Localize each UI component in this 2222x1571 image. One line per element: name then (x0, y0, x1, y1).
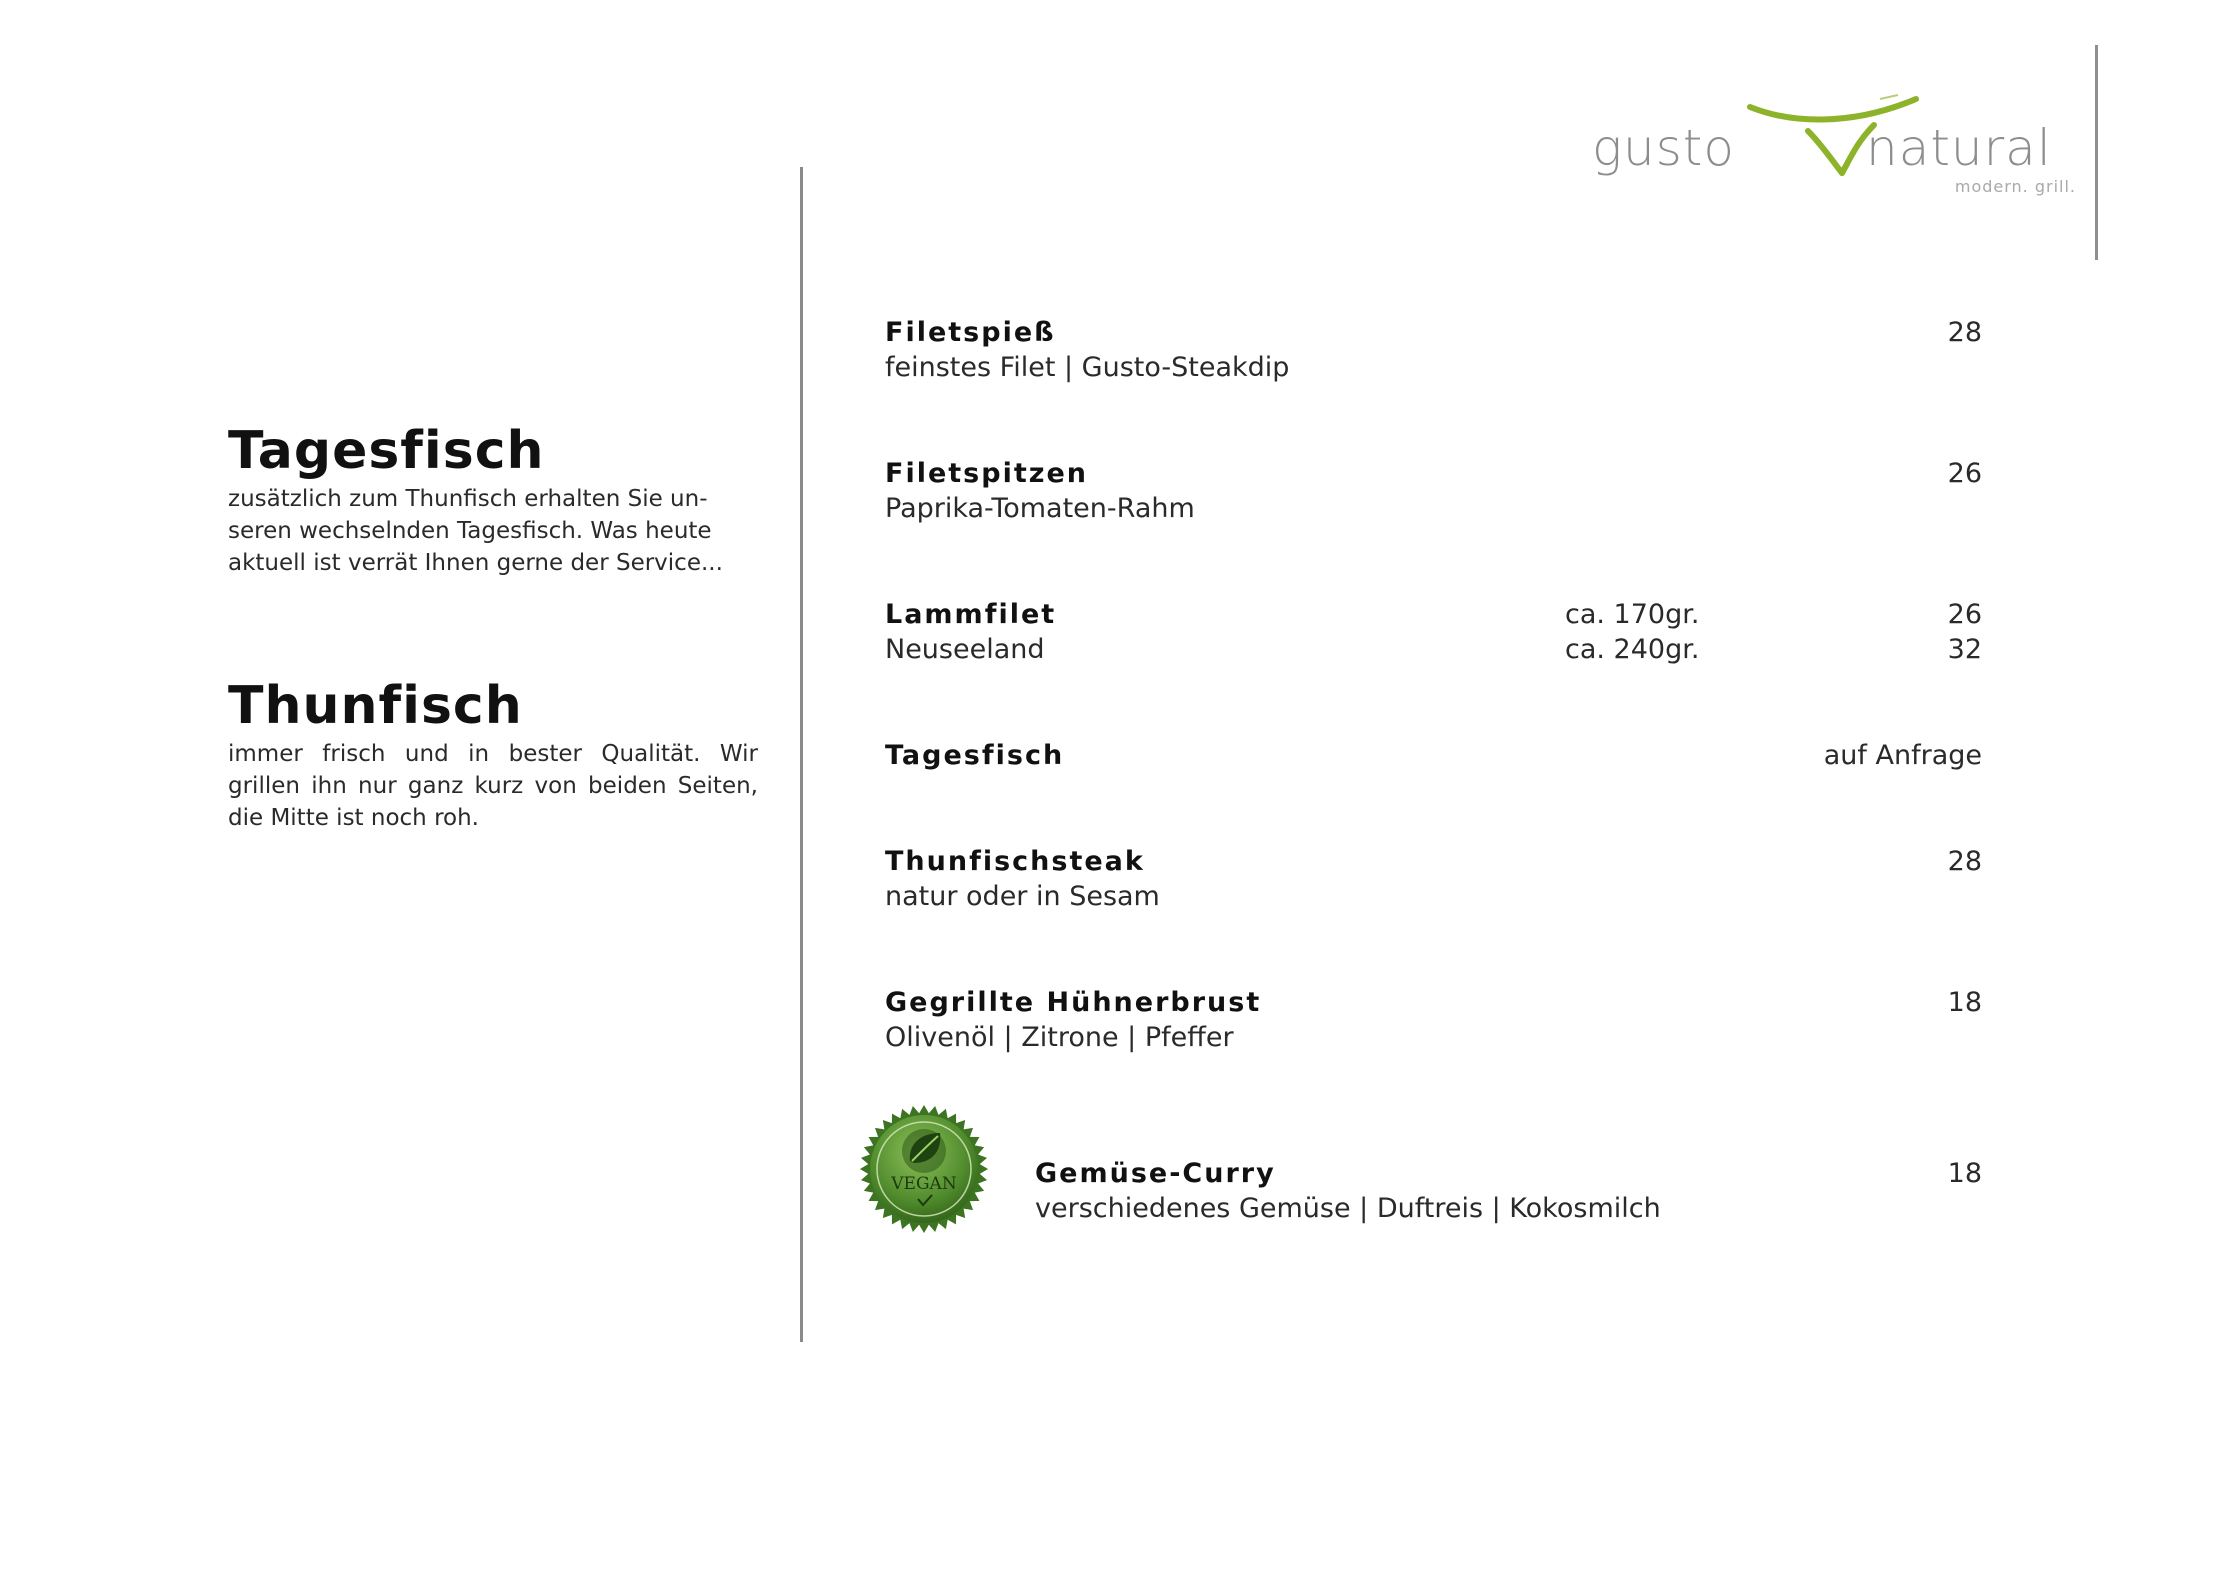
item-name: Gemüse-Curry (1035, 1158, 1276, 1189)
column-divider (800, 167, 803, 1342)
item-price-large: 32 (1947, 634, 1982, 665)
item-name: Gegrillte Hühnerbrust (885, 987, 1262, 1018)
item-price: 26 (1947, 458, 1982, 489)
logo-word-natural: natural (1866, 119, 2052, 177)
item-price: 18 (1947, 987, 1982, 1018)
vegan-badge-label: VEGAN (891, 1174, 957, 1194)
item-price: auf Anfrage (1823, 740, 1982, 771)
item-price: 18 (1947, 1158, 1982, 1189)
vegan-badge-icon (858, 1103, 990, 1235)
item-weight-small: ca. 170gr. (1565, 599, 1700, 630)
side-section-tagesfisch (228, 421, 758, 579)
item-description: natur oder in Sesam (885, 881, 1160, 912)
item-name: Filetspitzen (885, 458, 1088, 489)
item-description: Neuseeland (885, 634, 1045, 665)
side-title-thunfisch: Thunfisch (228, 676, 523, 736)
item-name: Thunfischsteak (885, 846, 1145, 877)
side-section-thunfisch (228, 676, 758, 834)
item-description: feinstes Filet | Gusto-Steakdip (885, 352, 1290, 383)
restaurant-logo (1580, 85, 2120, 205)
item-name: Tagesfisch (885, 740, 1065, 771)
item-description: verschiedenes Gemüse | Duftreis | Kokosmilch (1035, 1193, 1661, 1224)
item-description: Paprika-Tomaten-Rahm (885, 493, 1195, 524)
item-description: Olivenöl | Zitrone | Pfeffer (885, 1022, 1234, 1053)
side-text-tagesfisch: zusätzlich zum Thunfisch erhalten Sie un-seren wechselnden Tagesfisch. Was heute aktuell ist verrät Ihnen gerne der Service... (228, 486, 723, 576)
item-price-small: 26 (1947, 599, 1982, 630)
logo-rule (2095, 45, 2098, 260)
side-text-thunfisch: immer frisch und in bester Qualität. Wir grillen ihn nur ganz kurz von beiden Seiten, die Mitte ist noch roh. (228, 741, 758, 831)
item-price: 28 (1947, 317, 1982, 348)
item-name: Lammfilet (885, 599, 1057, 630)
item-name: Filetspieß (885, 317, 1056, 348)
logo-tagline: modern. grill. (1954, 177, 2076, 196)
logo-word-gusto: gusto (1592, 119, 1735, 177)
item-weight-large: ca. 240gr. (1565, 634, 1700, 665)
side-title-tagesfisch: Tagesfisch (228, 421, 545, 481)
item-price: 28 (1947, 846, 1982, 877)
